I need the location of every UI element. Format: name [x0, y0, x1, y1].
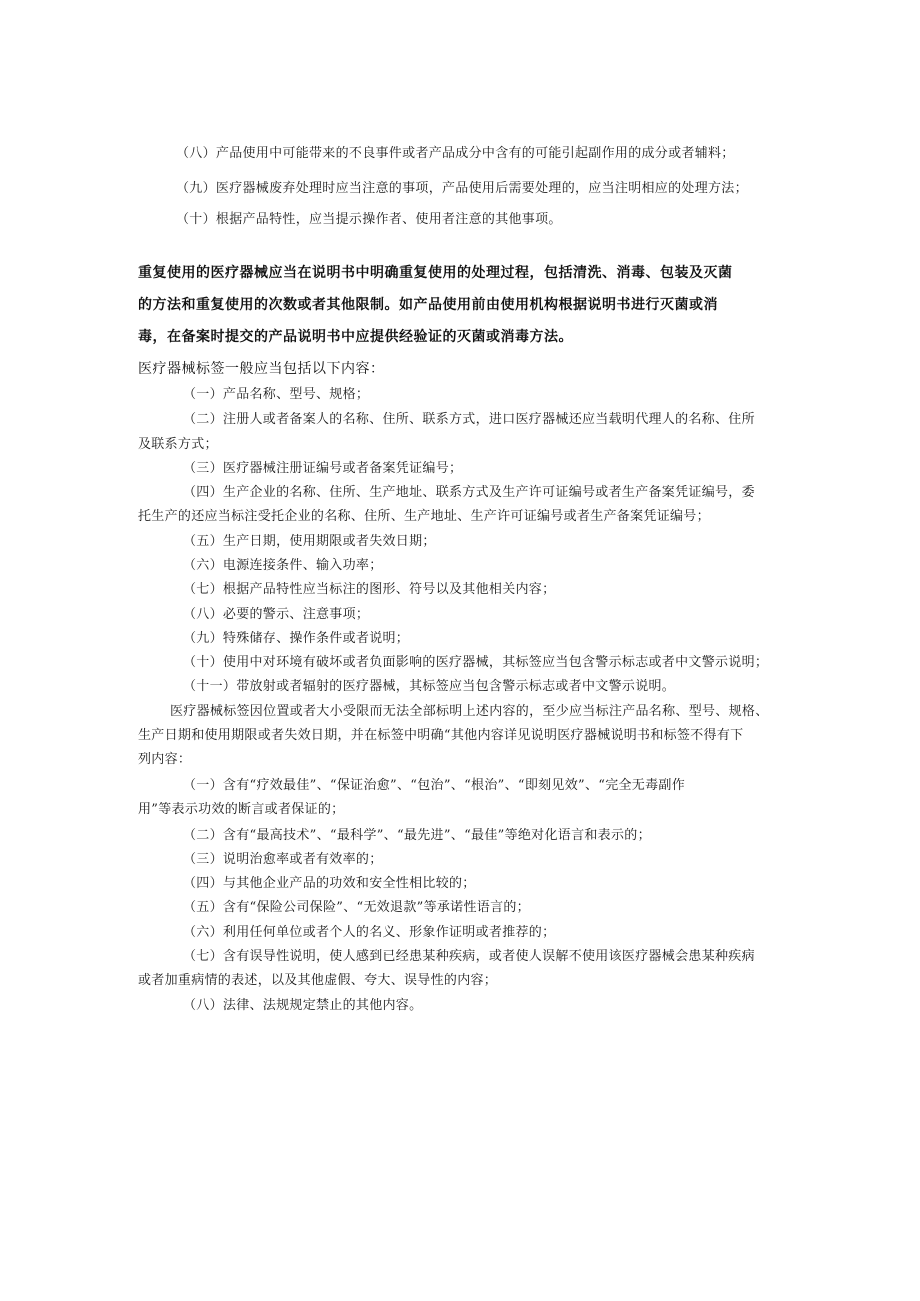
paragraph-line: 毒，在备案时提交的产品说明书中应提供经验证的灭菌或消毒方法。	[138, 329, 573, 345]
list-item: （五）含有“保险公司保险”、“无效退款”等承诺性语言的；	[183, 900, 530, 915]
paragraph-line: 重复使用的医疗器械应当在说明书中明确重复使用的处理过程，包括清洗、消毒、包装及灭菌	[138, 265, 733, 281]
section-heading: 医疗器械标签一般应当包括以下内容：	[138, 361, 385, 377]
list-item: （五）生产日期，使用期限或者失效日期；	[183, 534, 436, 549]
paragraph-line: 医疗器械标签因位置或者大小受限而无法全部标明上述内容的，至少应当标注产品名称、型号、规格、	[170, 704, 769, 719]
list-item: （十）使用中对环境有破坏或者负面影响的医疗器械，其标签应当包含警示标志或者中文警示说明；	[183, 655, 769, 670]
paragraph-line: 列内容：	[138, 752, 192, 767]
list-item: （六）利用任何单位或者个人的名义、形象作证明或者推荐的；	[183, 925, 556, 940]
list-item: （九）医疗器械废弃处理时应当注意的事项，产品使用后需要处理的，应当注明相应的处理方法；	[176, 181, 748, 196]
list-item: （三）说明治愈率或者有效率的；	[183, 852, 383, 867]
list-item: （二）含有“最高技术”、“最科学”、“最先进”、“最佳”等绝对化语言和表示的；	[183, 828, 651, 843]
list-item: 用”等表示功效的断言或者保证的；	[138, 802, 345, 817]
list-item: 托生产的还应当标注受托企业的名称、住所、生产地址、生产许可证编号或者生产备案凭证编号；	[138, 509, 710, 524]
list-item: 及联系方式；	[138, 437, 218, 452]
list-item: （二）注册人或者备案人的名称、住所、联系方式，进口医疗器械还应当载明代理人的名称、住所	[183, 412, 755, 427]
list-item: （六）电源连接条件、输入功率；	[183, 558, 383, 573]
paragraph-line: 的方法和重复使用的次数或者其他限制。如产品使用前由使用机构根据说明书进行灭菌或消	[138, 297, 718, 313]
list-item: （七）含有误导性说明，使人感到已经患某种疾病，或者使人误解不使用该医疗器械会患某种疾病	[183, 949, 755, 964]
list-item: （十）根据产品特性，应当提示操作者、使用者注意的其他事项。	[176, 212, 562, 227]
list-item: （八）必要的警示、注意事项；	[183, 607, 370, 622]
list-item: （四）生产企业的名称、住所、生产地址、联系方式及生产许可证编号或者生产备案凭证编号，委	[183, 485, 755, 500]
list-item: （一）产品名称、型号、规格；	[183, 387, 370, 402]
list-item: （八）产品使用中可能带来的不良事件或者产品成分中含有的可能引起副作用的成分或者辅料；	[176, 146, 735, 161]
list-item: （九）特殊储存、操作条件或者说明；	[183, 631, 410, 646]
list-item: （三）医疗器械注册证编号或者备案凭证编号；	[183, 461, 463, 476]
list-item: （七）根据产品特性应当标注的图形、符号以及其他相关内容；	[183, 582, 556, 597]
list-item: （四）与其他企业产品的功效和安全性相比较的；	[183, 876, 476, 891]
list-item: （八）法律、法规规定禁止的其他内容。	[183, 998, 423, 1013]
paragraph-line: 生产日期和使用期限或者失效日期，并在标签中明确“其他内容详见说明医疗器械说明书和标签不得有下	[138, 728, 744, 743]
list-item: （一）含有“疗效最佳”、“保证治愈”、“包治”、“根治”、“即刻见效”、“完全无毒副作	[183, 778, 686, 793]
list-item: 或者加重病情的表述，以及其他虚假、夸大、误导性的内容；	[138, 973, 498, 988]
list-item: （十一）带放射或者辐射的医疗器械，其标签应当包含警示标志或者中文警示说明。	[183, 679, 676, 694]
